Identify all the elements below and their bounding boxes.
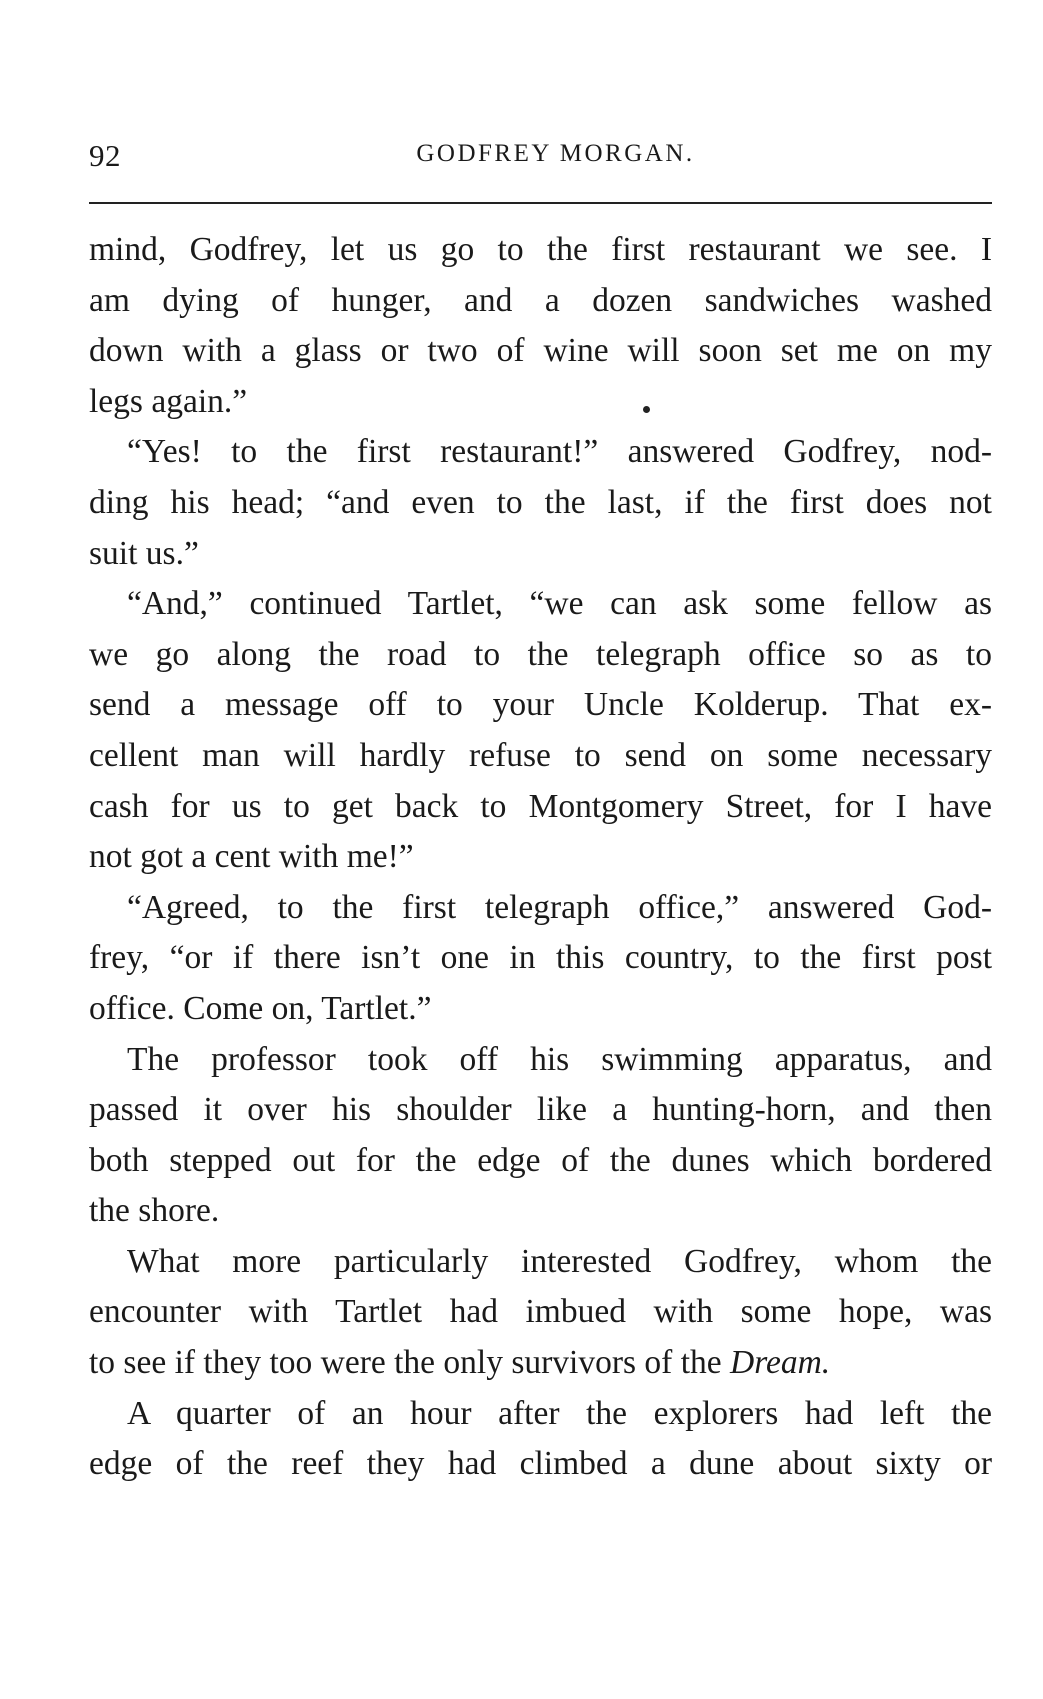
text-line: both stepped out for the edge of the dunes which bordered [89,1141,992,1179]
running-head [89,138,992,178]
text-line-with-ship-name [89,1338,992,1389]
text-line: frey, “or if there isn’t one in this country, to the first post [89,939,992,977]
text-line: edge of the reef they had climbed a dune about sixty or [89,1445,992,1483]
text-line: ding his head; “and even to the last, if the first does not [89,483,992,521]
header-rule [89,202,992,204]
text-line: send a message off to your Uncle Kolderup. That ex- [89,686,992,724]
text-line: legs again.” [89,382,248,420]
ship-name: Dream. [730,1344,831,1382]
text-line: passed it over his shoulder like a hunting-horn, and then [89,1091,992,1129]
text-line: we go along the road to the telegraph office so as to [89,635,992,673]
page-number: 92 [89,138,121,173]
text-line: cash for us to get back to Montgomery Street, for I have [89,787,992,825]
text-line: cellent man will hardly refuse to send on some necessary [89,736,992,774]
text-segment: to see if they too were the only survivors of the [89,1344,730,1382]
text-line: office. Come on, Tartlet.” [89,989,432,1027]
text-line: encounter with Tartlet had imbued with some hope, was [89,1293,992,1331]
text-line: am dying of hunger, and a dozen sandwiches washed [89,281,992,319]
text-line: “Agreed, to the first telegraph office,” answered God- [127,888,992,926]
text-line: suit us.” [89,534,199,572]
text-line: A quarter of an hour after the explorers had left the [127,1394,992,1432]
body-text [89,225,992,1490]
text-line: “And,” continued Tartlet, “we can ask some fellow as [127,585,992,623]
text-line: not got a cent with me!” [89,838,414,876]
text-line: down with a glass or two of wine will soon set me on my [89,332,992,370]
text-line: The professor took off his swimming apparatus, and [127,1040,992,1078]
text-line: “Yes! to the first restaurant!” answered Godfrey, nod- [127,433,992,471]
running-title: GODFREY MORGAN. [416,140,695,167]
text-line: mind, Godfrey, let us go to the first restaurant we see. I [89,231,992,268]
text-line: the shore. [89,1192,220,1230]
text-line: What more particularly interested Godfrey, whom the [127,1242,992,1280]
